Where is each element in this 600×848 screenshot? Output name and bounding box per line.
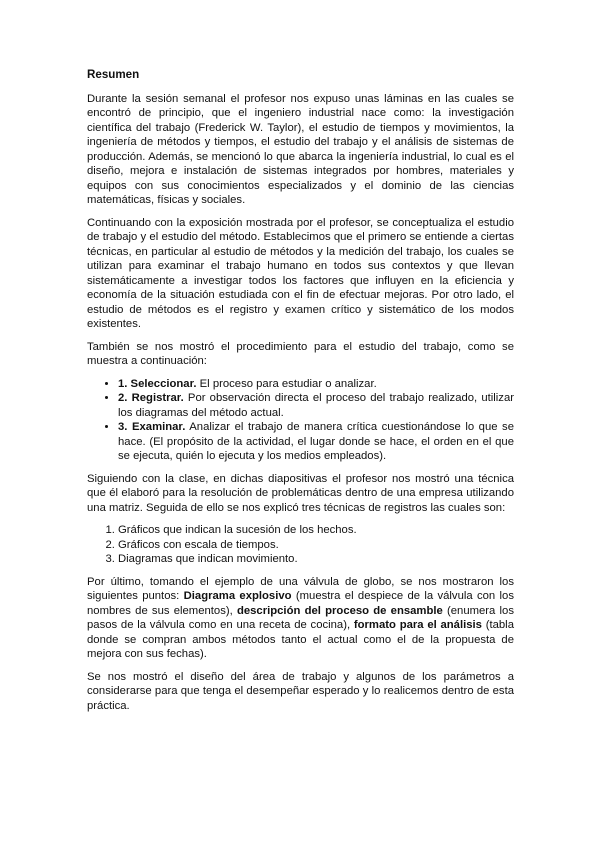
list-item: 3. Diagramas que indican movimiento. (118, 552, 514, 567)
list-item: 2. Gráficos con escala de tiempos. (118, 538, 514, 553)
steps-list (87, 377, 514, 464)
paragraph-work-study: Continuando con la exposición mostrada por el profesor, se conceptualiza el estudio de trabajo y el estudio del método. Establecimos que el primero se entiende a ciertas técnicas, en particular al estudio de métodos y la medición del trabajo, los cuales se utilizan para examinar el trabajo humano en todos sus contextos y que llevan sistemáticamente a investigar todos los factores que influyen en la eficiencia y economía de la situación estudiada con el fin de efectuar mejoras. Por otro lado, el estudio de métodos es el registro y examen crítico y sistemático de los modos existentes. (87, 216, 514, 330)
list-item (118, 391, 514, 420)
step-title: 2. Registrar. (118, 392, 184, 404)
step-text: Analizar el trabajo de manera crítica cuestionándose lo que se hace. (El propósito de la actividad, el lugar donde se hace, el orden en el que se ejecuta, quién lo ejecuta y los medios empleados). (118, 421, 514, 462)
section-heading: Resumen (87, 68, 140, 81)
bold-term: formato para el análisis (353, 619, 482, 631)
document-page (87, 68, 514, 721)
list-item: 1. Gráficos que indican la sucesión de los hechos. (118, 523, 514, 538)
bold-term: descripción del proceso de ensamble (236, 604, 443, 617)
step-title: 1. Seleccionar. (118, 377, 197, 390)
list-item (118, 420, 514, 464)
step-text: Por observación directa el proceso del trabajo realizado, utilizar los diagramas del método actual. (118, 392, 515, 419)
bold-term: Diagrama explosivo (183, 590, 292, 602)
paragraph-technique: Siguiendo con la clase, en dichas diapositivas el profesor nos mostró una técnica que él elaboró para la resolución de problemáticas dentro de una empresa utilizando una matriz. Seguida de ello se nos explicó tres técnicas de registros las cuales son: (87, 472, 514, 514)
list-item (118, 377, 514, 392)
step-title: 3. Examinar. (118, 421, 186, 433)
step-text: El proceso para estudiar o analizar. (196, 377, 377, 390)
paragraph-procedure: También se nos mostró el procedimiento para el estudio del trabajo, como se muestra a continuación: (87, 340, 514, 367)
techniques-list (87, 523, 514, 567)
paragraph-intro: Durante la sesión semanal el profesor nos expuso unas láminas en las cuales se encontró de principio, que el ingeniero industrial nace como: la investigación científica del trabajo (Frederick W. Taylor), el estudio de tiempos y movimientos, la ingeniería de métodos y tiempos, el estudio del trabajo y el análisis de sistemas de producción. Además, se mencionó lo que abarca la ingeniería industrial, lo cual es el diseño, mejora e instalación de sistemas integrados por hombres, materiales y equipos con sus conocimientos especializados y el dominio de las ciencias matemáticas, físicas y sociales. (87, 92, 514, 206)
paragraph-closing: Se nos mostró el diseño del área de trabajo y algunos de los parámetros a considerarse para que tenga el desempeñar esperado y lo realicemos dentro de esta práctica. (87, 670, 514, 712)
paragraph-valve-example: Por último, tomando el ejemplo de una válvula de globo, se nos mostraron los siguientes puntos: Diagrama explosivo (muestra el despiece de la válvula con los nombres de sus elementos), descripción del proceso de ensamble (enumera los pasos de la válvula como en una receta de cocina), formato para el análisis (tabla donde se compran ambos métodos tanto el actual como el de la propuesta de mejora con sus fechas). (87, 575, 514, 660)
